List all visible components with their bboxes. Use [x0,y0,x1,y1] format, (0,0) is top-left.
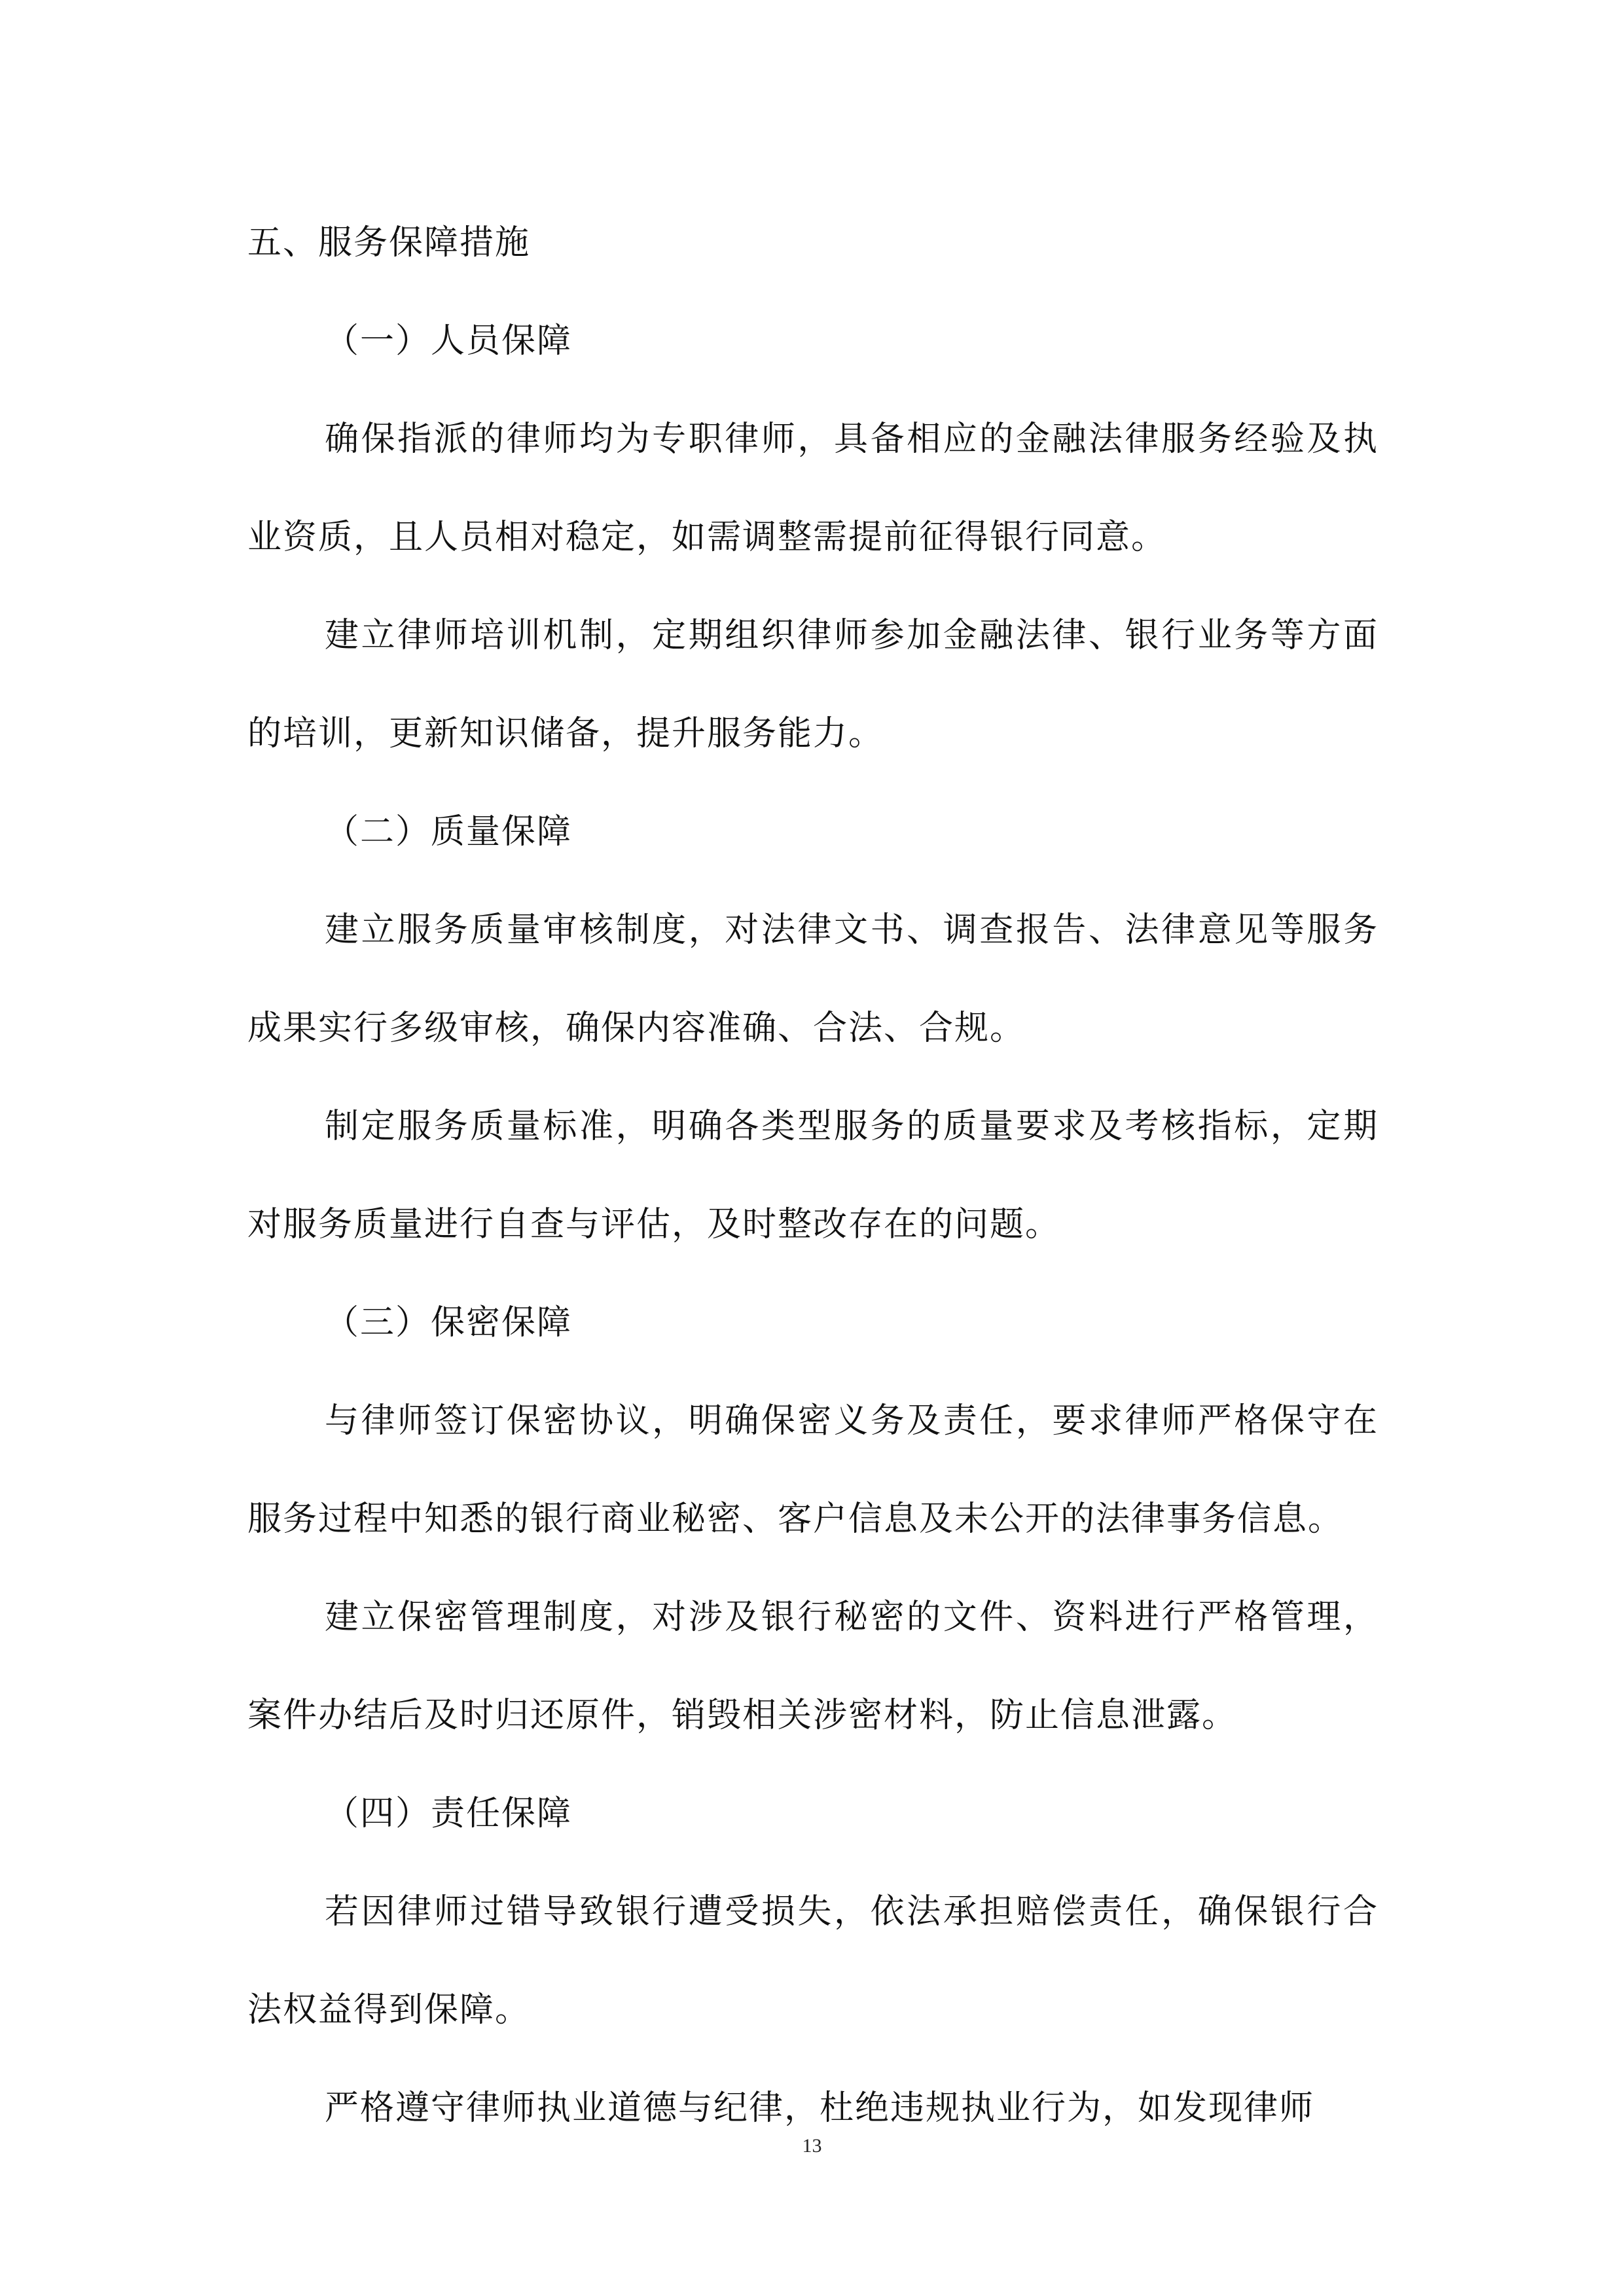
paragraph-personnel-2: 建立律师培训机制，定期组织律师参加金融法律、银行业务等方面的培训，更新知识储备，提升服务能力。 [247,616,1379,753]
paragraph-responsibility-2: 严格遵守律师执业道德与纪律，杜绝违规执业行为，如发现律师 [325,2089,1315,2128]
paragraph-quality-1: 建立服务质量审核制度，对法律文书、调查报告、法律意见等服务成果实行多级审核，确保内容准确、合法、合规。 [247,910,1379,1048]
paragraph-confidentiality-2: 建立保密管理制度，对涉及银行秘密的文件、资料进行严格管理，案件办结后及时归还原件，销毁相关涉密材料，防止信息泄露。 [247,1598,1379,1735]
document-body [247,194,1379,2157]
paragraph-confidentiality-1: 与律师签订保密协议，明确保密义务及责任，要求律师严格保守在服务过程中知悉的银行商业秘密、客户信息及未公开的法律事务信息。 [247,1401,1379,1539]
paragraph-quality-2: 制定服务质量标准，明确各类型服务的质量要求及考核指标，定期对服务质量进行自查与评估，及时整改存在的问题。 [247,1107,1379,1244]
subsection-heading-responsibility: （四）责任保障 [325,1794,573,1833]
subsection-heading-confidentiality: （三）保密保障 [325,1303,573,1342]
subsection-heading-quality: （二）质量保障 [325,812,573,852]
paragraph-personnel-1: 确保指派的律师均为专职律师，具备相应的金融法律服务经验及执业资质，且人员相对稳定，如需调整需提前征得银行同意。 [247,420,1379,557]
paragraph-responsibility-1: 若因律师过错导致银行遭受损失，依法承担赔偿责任，确保银行合法权益得到保障。 [247,1892,1379,2030]
section-heading: 五、服务保障措施 [247,223,531,262]
subsection-heading-personnel: （一）人员保障 [325,321,573,361]
page-number: 13 [802,2135,822,2157]
